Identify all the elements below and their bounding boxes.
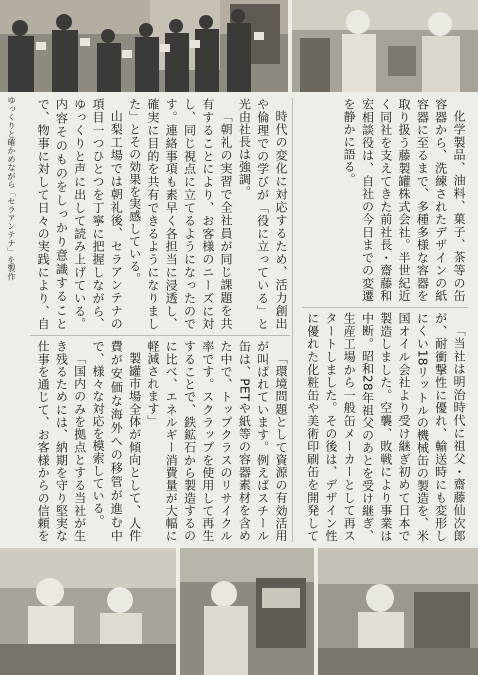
photo-caption: ゆっくりと確かめながら「セラアンテナ」を製作 bbox=[7, 96, 17, 281]
morning-assembly-photo bbox=[0, 0, 288, 92]
article-text-block-2 bbox=[302, 312, 468, 542]
paragraph: 化学製品、油料、菓子、茶等の缶容器から、洗練されたデザインの紙容器に至るまで、多種多様な容器を取り扱う藤製罐株式会社。半世紀近く同社を支えてきた前社長・齋藤和宏相談役は、自社の今日までの変遷を静かに語る。 bbox=[342, 98, 466, 302]
column-divider bbox=[292, 98, 293, 542]
bottom-photo-1 bbox=[0, 548, 176, 675]
paragraph: 時代の変化に対応するため、活力創出や倫理での学びが「役に立っている」と光由社長は強調。 bbox=[237, 98, 288, 330]
paragraph: 製罐市場全体が傾向として、人件費が安価な海外への移管が進む中で、様々な対応を模索している。 bbox=[91, 340, 142, 542]
paragraph: 「朝礼の実習で全社員が同じ課題を共有することにより、お客様のニーズに対し、同じ視点に立てるようになったのです。連絡事項も素早く各担当に浸透し、確実に目的を共有できるようになりました」とその効果を実感している。 bbox=[127, 98, 234, 330]
article-text-block-3 bbox=[32, 98, 290, 330]
row-divider-right bbox=[302, 307, 468, 308]
paragraph: 「環境問題として資源の有効活用が叫ばれています。例えばスチール缶は、PETや紙等の容器素材を含めた中で、トップクラスのリサイクル率です。スクラップを使用して再生することで、鉄鉱石から製造するのに比べ、エネルギー消費量が大幅に軽減されます」 bbox=[145, 340, 288, 542]
paragraph: 山梨工場では朝礼後、セラアンテナの項目一つひとつを丁寧に把握しながら、ゆっくりと声に出して読み上げている。内容そのものをしっかり意識することで、物事に対して日々の実践により、自 bbox=[36, 98, 124, 330]
bottom-photo-3 bbox=[318, 548, 478, 675]
article-text-block-1 bbox=[302, 98, 468, 302]
paragraph: 「当社は明治時代に祖父・齋藤仙次郎が、耐衝撃性に優れ、輸送時にも変形しにくい18リットルの機械缶の製造を、米国オイル会社より受け継ぎ初めて日本で製造しました。空襲、敗戦により事業は中断。昭和28年祖父のあとを受け継ぎ、生産工場から一般缶メーカーとして再スタートしました。その後は、デザイン性に優れた化粧缶や美術印刷缶を開発して bbox=[305, 312, 466, 542]
paragraph: 「国内のみを拠点とする当社が生き残るためには、納期を守り堅実な仕事を通じて、お客様からの信頼を bbox=[36, 340, 87, 542]
article-text-block-4 bbox=[32, 340, 290, 542]
factory-worker-photo bbox=[292, 0, 478, 92]
bottom-photo-2 bbox=[180, 548, 314, 675]
row-divider-left bbox=[30, 335, 290, 336]
